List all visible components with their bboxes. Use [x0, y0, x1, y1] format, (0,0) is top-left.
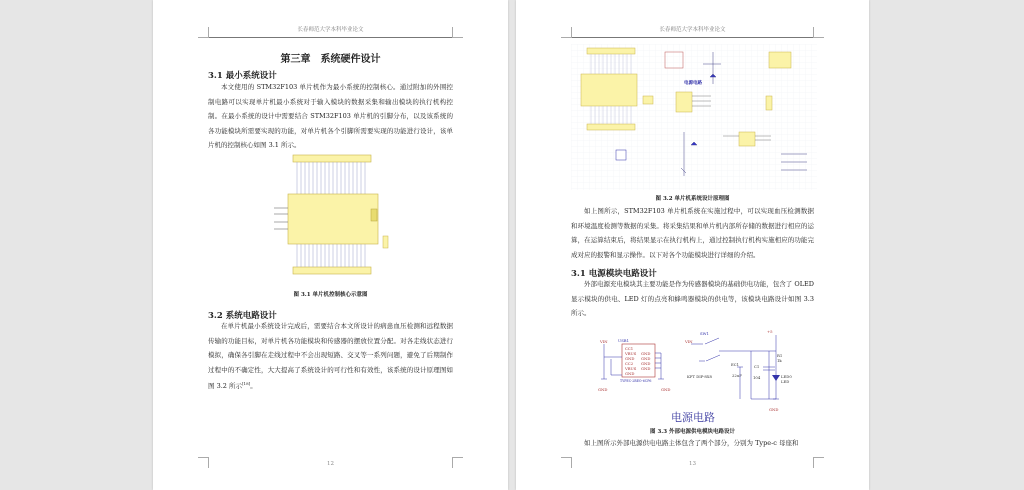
page-header: 长春师范大学本科毕业论文 [297, 27, 364, 33]
label-r1-value: 1k [777, 358, 782, 363]
page-12 [153, 0, 508, 490]
circuit-title: 电源电路 [671, 411, 715, 424]
label-vin: VIN [600, 339, 608, 344]
page-number: 12 [327, 461, 334, 467]
label-sw1: SW1 [700, 331, 709, 336]
label-vbus: VBUS [625, 366, 637, 371]
corner-mark [813, 27, 824, 38]
corner-mark [452, 27, 463, 38]
chapter-title: 第三章 系统硬件设计 [280, 54, 381, 65]
header-rule [571, 37, 814, 38]
paragraph: 本文使用的 STM32F103 单片机作为最小系统的控制核心。通过附加的外围控制电路可以实现单片机最小系统对于输入模块的数据采集和输出模块的执行机构控制。在最小系统的设计中需要结合 STM32F103 单片机的引脚分布，以及该系统的各功能模块所需要实现的功能，对单片机各个引脚所需要实现的功能进行设计，该单片机的控制核心如图 3.1 所示。 [208, 83, 453, 150]
label-cc1: CC1 [625, 346, 634, 351]
label-gnd: GND [625, 371, 635, 376]
label-vcc: +5 [767, 329, 773, 334]
label-vbus: VBUS [625, 351, 637, 356]
citation[interactable]: [18] [241, 381, 251, 387]
page-number: 13 [689, 461, 696, 467]
figure-caption: 图 3.3 外部电源供电模块电路设计 [650, 429, 735, 435]
label-cc2: CC2 [625, 361, 634, 366]
label-gnd: GND [641, 351, 651, 356]
label-led0: LED0 [781, 374, 792, 379]
label-gnd: GND [641, 366, 651, 371]
label-vin: VIN [685, 339, 693, 344]
figure-label: 电源电路 [684, 81, 702, 86]
label-gnd: GND [598, 387, 608, 392]
label-switch-part: KFT DIP-8X8 [687, 374, 712, 379]
figure-system-schematic [571, 44, 817, 190]
paragraph: 如上图所示外部电源供电电路主体包含了两个部分，分别为 Type-c 母座和 [584, 439, 799, 447]
paragraph [208, 319, 453, 394]
label-gnd: GND [641, 361, 651, 366]
section-heading: 3.2 系统电路设计 [208, 311, 277, 321]
label-gnd: GND [625, 356, 635, 361]
label-usb: USB1 [618, 338, 630, 343]
figure-power-circuit [591, 329, 801, 424]
figure-caption: 图 3.2 单片机系统设计原理图 [655, 196, 730, 202]
page-header: 长春师范大学本科毕业论文 [659, 27, 726, 33]
label-ec1: EC1 [731, 362, 740, 367]
figure-mcu-core [271, 152, 391, 277]
label-ec1-value: 22uF [732, 373, 742, 378]
paragraph: 如上图所示，STM32F103 单片机系统在实施过程中，可以实现血压检测数据和环境温度检测等数据的采集。将采集结果和单片机内部所存储的数据进行相应的运算，在运算结束后，将结果显示在执行机构上，通过控制执行机构实施相应的功能完成对应的报警和显示操作。以下对各个功能模块进行详细的介绍。 [571, 207, 814, 259]
paragraph-text: 在单片机最小系统设计完成后，需要结合本文所设计的病患血压检测和远程数据传输的功能目标，对单片机各功能模块和传感器的摆放位置分配。对各走线状态进行模拟，确保各引脚在走线过程中不会出现短路、交叉等一系列问题，避免了后期制作过程中的不确定性，大大提高了系统设计的可行性和有效性，该系统的设计原理图如图 3.2 所示 [208, 322, 453, 391]
label-c1-value: 104 [753, 375, 761, 380]
corner-mark [198, 27, 209, 38]
section-heading: 3.1 电源模块电路设计 [571, 269, 657, 279]
label-r1: R1 [777, 353, 783, 358]
paragraph: 外部电源充电模块其主要功能是作为传感器模块的基础供电功能，包含了 OLED 显示模块的供电、LED 灯的点亮和蜂鸣器模块的供电等，该模块电路设计如图 3.3 所示。 [571, 280, 814, 318]
paragraph-end: 。 [250, 382, 257, 391]
label-gnd: GND [769, 407, 779, 412]
corner-mark [561, 27, 572, 38]
page-13 [516, 0, 869, 490]
label-gnd: GND [661, 387, 671, 392]
label-c1: C1 [754, 364, 760, 369]
header-rule [208, 37, 453, 38]
label-part: TYPEC-2BEO-6CP6 [620, 379, 652, 383]
figure-caption: 图 3.1 单片机控制核心示意图 [293, 292, 368, 298]
label-gnd: GND [641, 356, 651, 361]
section-heading: 3.1 最小系统设计 [208, 71, 277, 81]
label-led: LED [781, 379, 790, 384]
